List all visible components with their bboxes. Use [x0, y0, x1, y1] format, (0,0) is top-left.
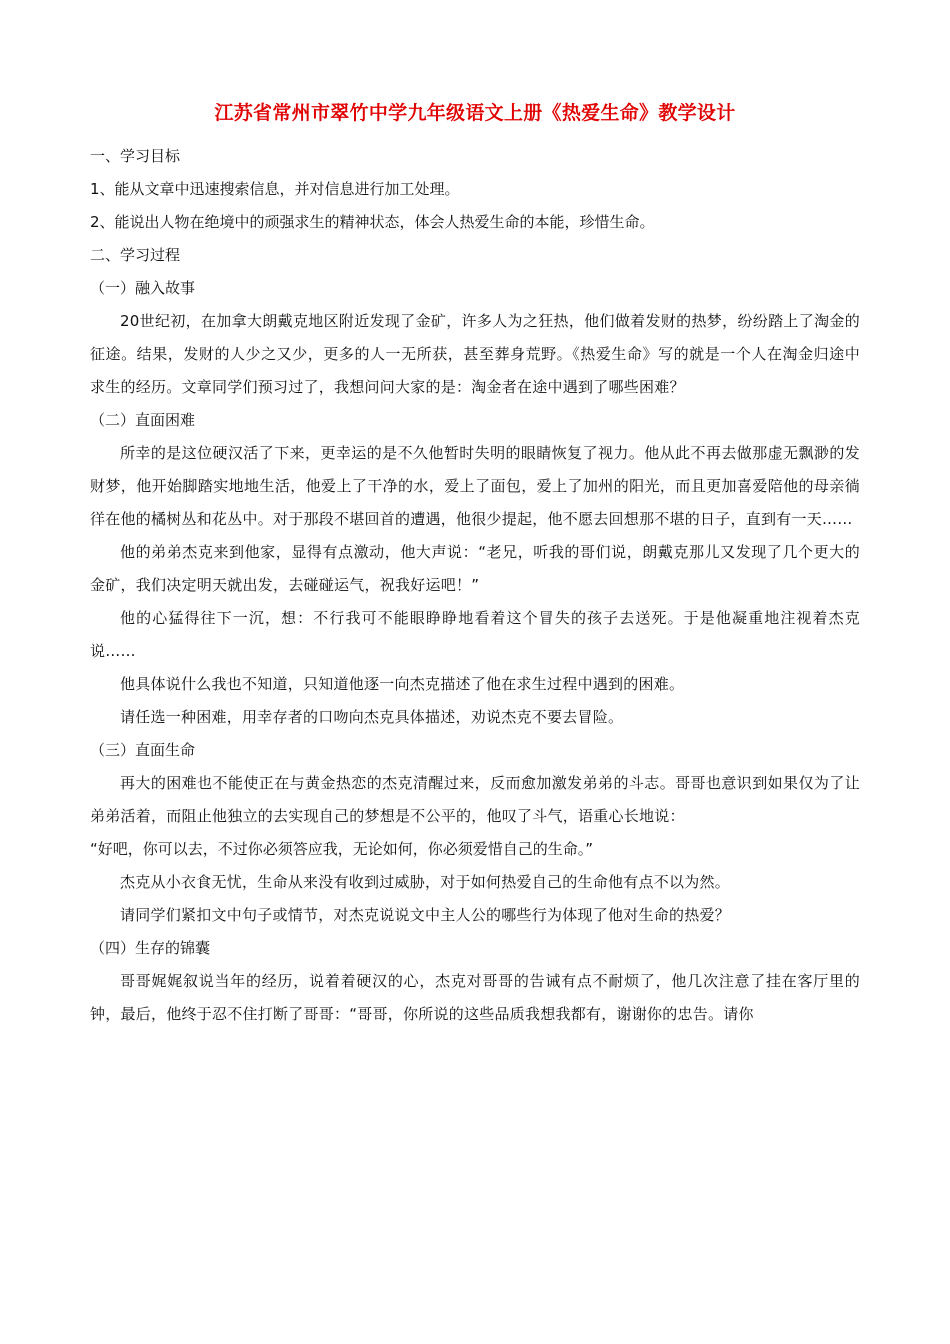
- document-title: 江苏省常州市翠竹中学九年级语文上册《热爱生命》教学设计: [214, 102, 736, 124]
- section-heading-process: 二、学习过程: [90, 246, 181, 264]
- paragraph: 他的心猛得往下一沉，想：不行我可不能眼睁睁地看着这个冒失的孩子去送死。于是他凝重地注视着杰克说……: [90, 609, 860, 660]
- paragraph: 20世纪初，在加拿大朗戴克地区附近发现了金矿，许多人为之狂热，他们做着发财的热梦，纷纷踏上了淘金的征途。结果，发财的人少之又少，更多的人一无所获，甚至葬身荒野。《热爱生命》写的就是一个人在淘金归途中求生的经历。文章同学们预习过了，我想问问大家的是：淘金者在途中遇到了哪些困难？: [90, 312, 860, 396]
- section-heading-goals: 一、学习目标: [90, 147, 181, 165]
- paragraph: 再大的困难也不能使正在与黄金热恋的杰克清醒过来，反而愈加激发弟弟的斗志。哥哥也意识到如果仅为了让弟弟活着，而阻止他独立的去实现自己的梦想是不公平的，他叹了斗气，语重心长地说：: [90, 774, 860, 825]
- part-heading-3: （三）直面生命: [90, 741, 196, 759]
- document-page: [90, 96, 860, 1031]
- paragraph: 哥哥娓娓叙说当年的经历，说着着硬汉的心，杰克对哥哥的告诫有点不耐烦了，他几次注意了挂在客厅里的钟，最后，他终于忍不住打断了哥哥：“哥哥，你所说的这些品质我想我都有，谢谢你的忠告。请你: [90, 972, 860, 1023]
- goal-item-2: 2、能说出人物在绝境中的顽强求生的精神状态，体会人热爱生命的本能，珍惜生命。: [90, 213, 655, 231]
- paragraph: 所幸的是这位硬汉活了下来，更幸运的是不久他暂时失明的眼睛恢复了视力。他从此不再去做那虚无飘渺的发财梦，他开始脚踏实地地生活，他爱上了干净的水，爱上了面包，爱上了加州的阳光，而且更加喜爱陪他的母亲徜徉在他的橘树丛和花丛中。对于那段不堪回首的遭遇，他很少提起，他不愿去回想那不堪的日子，直到有一天……: [90, 444, 860, 528]
- goal-item-1: 1、能从文章中迅速搜索信息，并对信息进行加工处理。: [90, 180, 460, 198]
- paragraph: 请任选一种困难，用幸存者的口吻向杰克具体描述，劝说杰克不要去冒险。: [120, 708, 624, 726]
- part-heading-2: （二）直面困难: [90, 411, 196, 429]
- part-heading-1: （一）融入故事: [90, 279, 196, 297]
- paragraph: 杰克从小衣食无忧，生命从来没有收到过威胁，对于如何热爱自己的生命他有点不以为然。: [120, 873, 731, 891]
- paragraph: 请同学们紧扣文中句子或情节，对杰克说说文中主人公的哪些行为体现了他对生命的热爱？: [120, 906, 731, 924]
- paragraph: 他具体说什么我也不知道，只知道他逐一向杰克描述了他在求生过程中遇到的困难。: [120, 675, 685, 693]
- part-heading-4: （四）生存的锦囊: [90, 939, 211, 957]
- paragraph: 他的弟弟杰克来到他家，显得有点激动，他大声说：“老兄，听我的哥们说，朗戴克那儿又发现了几个更大的金矿，我们决定明天就出发，去碰碰运气，祝我好运吧！”: [90, 543, 860, 594]
- quote-line: “好吧，你可以去，不过你必须答应我，无论如何，你必须爱惜自己的生命。”: [90, 840, 594, 858]
